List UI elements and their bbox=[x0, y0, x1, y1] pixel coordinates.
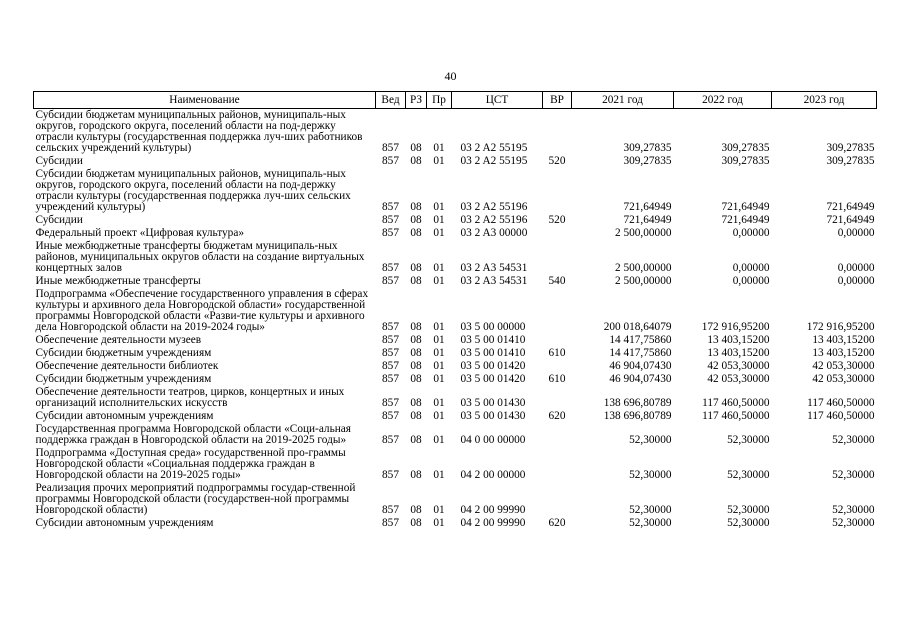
cell-pr: 01 bbox=[433, 360, 445, 372]
cell-name: Субсидии бюджетным учреждениям bbox=[35, 347, 212, 359]
table-row bbox=[34, 373, 877, 386]
cell-2022: 172 916,95200 bbox=[701, 321, 770, 333]
cell-rz: 08 bbox=[410, 469, 422, 481]
cell-name: Обеспечение деятельности музеев bbox=[35, 334, 202, 346]
cell-ved: 857 bbox=[382, 321, 399, 333]
cell-ved: 857 bbox=[382, 275, 399, 287]
header-2023: 2023 год bbox=[772, 92, 877, 109]
table-row bbox=[34, 227, 877, 240]
cell-2023: 0,00000 bbox=[837, 227, 875, 239]
cell-2022: 721,64949 bbox=[721, 214, 770, 226]
cell-ved: 857 bbox=[382, 214, 399, 226]
cell-name: Субсидии bbox=[35, 155, 83, 167]
table-row bbox=[34, 214, 877, 227]
cell-pr: 01 bbox=[433, 155, 445, 167]
cell-rz: 08 bbox=[410, 397, 422, 409]
cell-pr: 01 bbox=[433, 373, 445, 385]
cell-2022: 117 460,50000 bbox=[702, 397, 770, 409]
cell-vr: 620 bbox=[548, 517, 566, 529]
cell-2023: 117 460,50000 bbox=[807, 397, 875, 409]
table-row bbox=[34, 240, 877, 275]
cell-rz: 08 bbox=[410, 334, 422, 346]
cell-ved: 857 bbox=[382, 201, 399, 213]
cell-2022: 309,27835 bbox=[721, 142, 770, 154]
cell-pr: 01 bbox=[433, 504, 445, 516]
cell-cst: 04 0 00 00000 bbox=[460, 434, 526, 446]
cell-ved: 857 bbox=[382, 334, 399, 346]
cell-cst: 03 2 A3 00000 bbox=[460, 227, 528, 239]
cell-2021: 309,27835 bbox=[623, 155, 672, 167]
cell-name: Обеспечение деятельности театров, цирков, концертных и иных организаций исполнительских искусств bbox=[35, 386, 345, 409]
table-row bbox=[34, 334, 877, 347]
cell-cst: 03 2 A3 54531 bbox=[460, 262, 528, 274]
header-rz: РЗ bbox=[406, 92, 427, 109]
cell-2021: 46 904,07430 bbox=[609, 360, 672, 372]
cell-ved: 857 bbox=[382, 434, 399, 446]
cell-rz: 08 bbox=[410, 275, 422, 287]
table-row bbox=[34, 447, 877, 482]
cell-2022: 0,00000 bbox=[732, 227, 770, 239]
cell-vr bbox=[543, 240, 572, 275]
cell-vr bbox=[543, 423, 572, 447]
cell-cst: 03 5 00 00000 bbox=[460, 321, 526, 333]
cell-2021: 14 417,75860 bbox=[609, 347, 672, 359]
cell-pr: 01 bbox=[433, 410, 445, 422]
cell-2023: 309,27835 bbox=[826, 142, 875, 154]
cell-vr bbox=[543, 227, 572, 240]
cell-ved: 857 bbox=[382, 142, 399, 154]
cell-2022: 42 053,30000 bbox=[707, 373, 770, 385]
cell-cst: 03 5 00 01410 bbox=[460, 334, 526, 346]
cell-name: Субсидии бюджетам муниципальных районов, муниципаль-ных округов, городского округа, поселений области на под-держку отрасли культуры (государственная поддержка луч-ших работников сельских учреждений культуры) bbox=[35, 109, 363, 154]
cell-rz: 08 bbox=[410, 321, 422, 333]
table-row bbox=[34, 410, 877, 423]
cell-ved: 857 bbox=[382, 504, 399, 516]
cell-rz: 08 bbox=[410, 504, 422, 516]
cell-2021: 52,30000 bbox=[629, 504, 672, 516]
cell-pr: 01 bbox=[433, 227, 445, 239]
cell-vr bbox=[543, 482, 572, 517]
cell-2021: 46 904,07430 bbox=[609, 373, 672, 385]
cell-ved: 857 bbox=[382, 227, 399, 239]
cell-2022: 309,27835 bbox=[721, 155, 770, 167]
cell-rz: 08 bbox=[410, 142, 422, 154]
cell-2022: 52,30000 bbox=[727, 469, 770, 481]
table-row bbox=[34, 517, 877, 530]
cell-pr: 01 bbox=[433, 334, 445, 346]
cell-rz: 08 bbox=[410, 410, 422, 422]
cell-cst: 03 5 00 01430 bbox=[460, 397, 526, 409]
cell-pr: 01 bbox=[433, 434, 445, 446]
cell-vr: 610 bbox=[548, 373, 566, 385]
cell-2023: 0,00000 bbox=[837, 262, 875, 274]
cell-ved: 857 bbox=[382, 360, 399, 372]
cell-cst: 03 2 A3 54531 bbox=[460, 275, 528, 287]
header-row bbox=[34, 92, 877, 109]
cell-2023: 42 053,30000 bbox=[812, 373, 875, 385]
cell-vr: 520 bbox=[548, 155, 566, 167]
cell-rz: 08 bbox=[410, 373, 422, 385]
cell-2021: 2 500,00000 bbox=[615, 227, 672, 239]
table-row bbox=[34, 109, 877, 156]
cell-2022: 0,00000 bbox=[732, 275, 770, 287]
table-row bbox=[34, 423, 877, 447]
cell-rz: 08 bbox=[410, 262, 422, 274]
cell-2021: 2 500,00000 bbox=[615, 262, 672, 274]
cell-ved: 857 bbox=[382, 517, 399, 529]
header-name: Наименование bbox=[34, 92, 376, 109]
cell-vr bbox=[543, 386, 572, 410]
cell-cst: 04 2 00 99990 bbox=[460, 504, 526, 516]
cell-2023: 309,27835 bbox=[826, 155, 875, 167]
cell-2023: 13 403,15200 bbox=[812, 334, 875, 346]
cell-vr bbox=[543, 360, 572, 373]
cell-name: Подпрограмма «Доступная среда» государственной про-граммы Новгородской области «Социальная поддержка граждан в Новгородской области на 2019-2025 годы» bbox=[35, 447, 346, 481]
cell-name: Субсидии автономным учреждениям bbox=[35, 517, 214, 529]
cell-2021: 52,30000 bbox=[629, 469, 672, 481]
cell-name: Подпрограмма «Обеспечение государственного управления в сферах культуры и архивного дела Новгородской области» государственной программы Новгородской области «Разви-тие культуры и архивного дела Новгородской области на 2019-2024 годы» bbox=[35, 288, 369, 333]
cell-rz: 08 bbox=[410, 434, 422, 446]
cell-2021: 52,30000 bbox=[629, 434, 672, 446]
cell-2021: 721,64949 bbox=[623, 201, 672, 213]
cell-rz: 08 bbox=[410, 155, 422, 167]
table-row bbox=[34, 155, 877, 168]
cell-rz: 08 bbox=[410, 227, 422, 239]
cell-2023: 42 053,30000 bbox=[812, 360, 875, 372]
cell-name: Иные межбюджетные трансферты бюджетам муниципаль-ных районов, муниципальных округов области на создание виртуальных концертных залов bbox=[35, 240, 365, 274]
cell-vr bbox=[543, 288, 572, 334]
table-row bbox=[34, 168, 877, 214]
table-body bbox=[34, 109, 877, 531]
cell-name: Субсидии bbox=[35, 214, 83, 226]
cell-vr bbox=[543, 168, 572, 214]
cell-2023: 0,00000 bbox=[837, 275, 875, 287]
cell-2023: 52,30000 bbox=[832, 469, 875, 481]
cell-2023: 721,64949 bbox=[826, 201, 875, 213]
cell-cst: 03 5 00 01420 bbox=[460, 373, 526, 385]
cell-rz: 08 bbox=[410, 214, 422, 226]
cell-cst: 03 2 A2 55196 bbox=[460, 201, 528, 213]
cell-2021: 138 696,80789 bbox=[603, 397, 672, 409]
cell-rz: 08 bbox=[410, 360, 422, 372]
cell-cst: 03 5 00 01430 bbox=[460, 410, 526, 422]
header-cst: ЦСТ bbox=[452, 92, 543, 109]
cell-ved: 857 bbox=[382, 155, 399, 167]
cell-2021: 200 018,64079 bbox=[603, 321, 672, 333]
cell-name: Иные межбюджетные трансферты bbox=[35, 275, 201, 287]
budget-table bbox=[33, 91, 877, 530]
header-vr: ВР bbox=[543, 92, 572, 109]
cell-2022: 52,30000 bbox=[727, 504, 770, 516]
cell-cst: 03 2 A2 55195 bbox=[460, 155, 528, 167]
cell-name: Государственная программа Новгородской области «Соци-альная поддержка граждан в Новгородской области на 2019-2025 годы» bbox=[35, 423, 351, 446]
cell-pr: 01 bbox=[433, 469, 445, 481]
table-row bbox=[34, 275, 877, 288]
cell-2021: 721,64949 bbox=[623, 214, 672, 226]
header-ved: Вед bbox=[376, 92, 406, 109]
cell-2023: 172 916,95200 bbox=[806, 321, 875, 333]
cell-rz: 08 bbox=[410, 201, 422, 213]
cell-2021: 138 696,80789 bbox=[603, 410, 672, 422]
cell-2021: 52,30000 bbox=[629, 517, 672, 529]
cell-ved: 857 bbox=[382, 347, 399, 359]
cell-ved: 857 bbox=[382, 373, 399, 385]
cell-vr: 610 bbox=[548, 347, 566, 359]
table-row bbox=[34, 347, 877, 360]
cell-2023: 52,30000 bbox=[832, 517, 875, 529]
cell-2023: 721,64949 bbox=[826, 214, 875, 226]
cell-2023: 13 403,15200 bbox=[812, 347, 875, 359]
cell-name: Субсидии бюджетам муниципальных районов, муниципаль-ных округов, городского округа, поселений области на под-держку отрасли культуры (государственная поддержка луч-ших сельских учреждений культуры) bbox=[35, 168, 351, 213]
cell-ved: 857 bbox=[382, 469, 399, 481]
cell-cst: 03 5 00 01410 bbox=[460, 347, 526, 359]
cell-2022: 117 460,50000 bbox=[702, 410, 770, 422]
cell-name: Субсидии бюджетным учреждениям bbox=[35, 373, 212, 385]
cell-2023: 52,30000 bbox=[832, 434, 875, 446]
cell-2023: 52,30000 bbox=[832, 504, 875, 516]
cell-2023: 117 460,50000 bbox=[807, 410, 875, 422]
header-2021: 2021 год bbox=[572, 92, 674, 109]
cell-2021: 2 500,00000 bbox=[615, 275, 672, 287]
cell-cst: 04 2 00 00000 bbox=[460, 469, 526, 481]
cell-name: Обеспечение деятельности библиотек bbox=[35, 360, 219, 372]
cell-2022: 52,30000 bbox=[727, 517, 770, 529]
cell-rz: 08 bbox=[410, 347, 422, 359]
cell-pr: 01 bbox=[433, 214, 445, 226]
cell-pr: 01 bbox=[433, 517, 445, 529]
cell-cst: 04 2 00 99990 bbox=[460, 517, 526, 529]
cell-name: Федеральный проект «Цифровая культура» bbox=[35, 227, 244, 239]
cell-name: Субсидии автономным учреждениям bbox=[35, 410, 214, 422]
cell-vr: 520 bbox=[548, 214, 566, 226]
table-row bbox=[34, 386, 877, 410]
cell-pr: 01 bbox=[433, 347, 445, 359]
cell-2022: 13 403,15200 bbox=[707, 347, 770, 359]
table-row bbox=[34, 288, 877, 334]
cell-pr: 01 bbox=[433, 201, 445, 213]
cell-2021: 14 417,75860 bbox=[609, 334, 672, 346]
cell-2022: 52,30000 bbox=[727, 434, 770, 446]
cell-2022: 42 053,30000 bbox=[707, 360, 770, 372]
cell-vr: 620 bbox=[548, 410, 566, 422]
cell-vr: 540 bbox=[548, 275, 566, 287]
cell-ved: 857 bbox=[382, 262, 399, 274]
cell-cst: 03 5 00 01420 bbox=[460, 360, 526, 372]
table-row bbox=[34, 360, 877, 373]
cell-name: Реализация прочих мероприятий подпрограммы государ-ственной программы Новгородской области (государствен-ной программы Новгородской области) bbox=[35, 482, 356, 516]
cell-cst: 03 2 A2 55195 bbox=[460, 142, 528, 154]
cell-cst: 03 2 A2 55196 bbox=[460, 214, 528, 226]
cell-vr bbox=[543, 334, 572, 347]
cell-2022: 13 403,15200 bbox=[707, 334, 770, 346]
cell-2022: 721,64949 bbox=[721, 201, 770, 213]
cell-pr: 01 bbox=[433, 275, 445, 287]
cell-pr: 01 bbox=[433, 262, 445, 274]
cell-2021: 309,27835 bbox=[623, 142, 672, 154]
cell-ved: 857 bbox=[382, 410, 399, 422]
table-row bbox=[34, 482, 877, 517]
cell-pr: 01 bbox=[433, 321, 445, 333]
cell-vr bbox=[543, 109, 572, 156]
cell-pr: 01 bbox=[433, 142, 445, 154]
cell-2022: 0,00000 bbox=[732, 262, 770, 274]
header-pr: Пр bbox=[427, 92, 452, 109]
header-2022: 2022 год bbox=[674, 92, 772, 109]
cell-ved: 857 bbox=[382, 397, 399, 409]
cell-vr bbox=[543, 447, 572, 482]
cell-rz: 08 bbox=[410, 517, 422, 529]
cell-pr: 01 bbox=[433, 397, 445, 409]
page-number: 40 bbox=[444, 69, 457, 83]
